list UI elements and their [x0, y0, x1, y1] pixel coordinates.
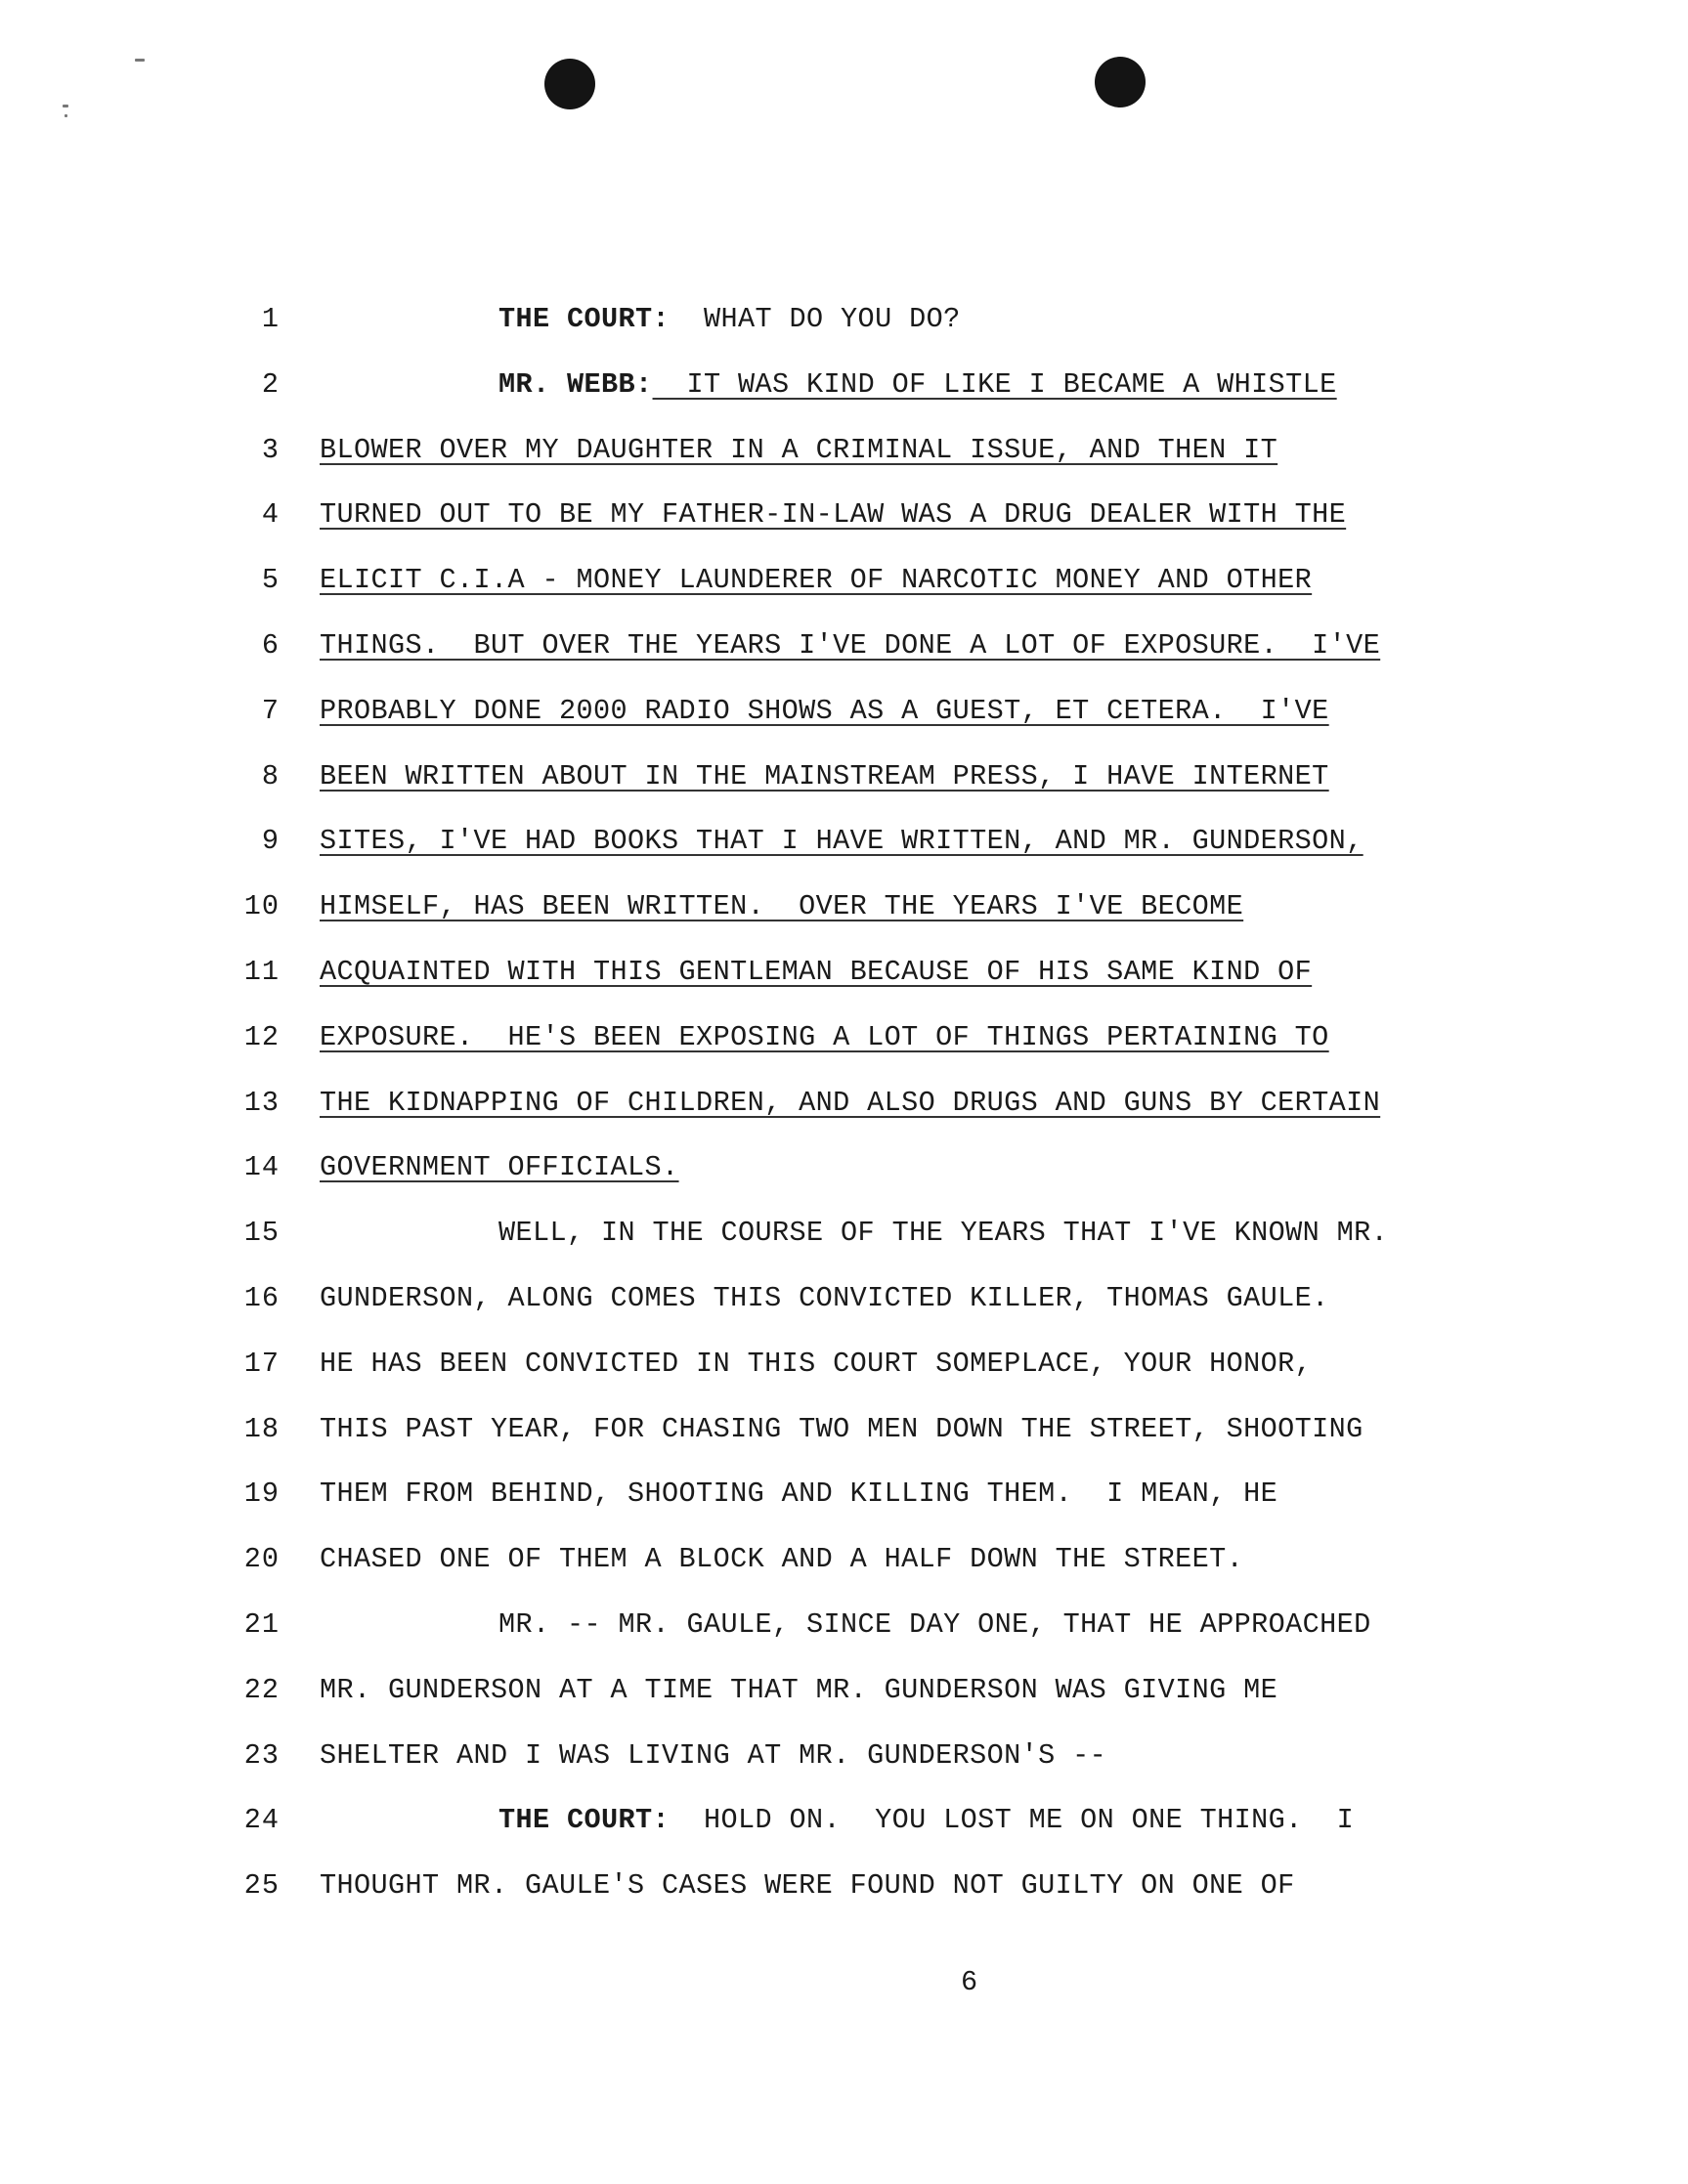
spoken-text: MR. -- MR. GAULE, SINCE DAY ONE, THAT HE APPROACHED [498, 1607, 1371, 1641]
scan-speck [65, 114, 67, 117]
spoken-text: SITES, I'VE HAD BOOKS THAT I HAVE WRITTEN, AND MR. GUNDERSON, [320, 825, 1363, 858]
transcript-line [0, 1079, 1688, 1144]
transcript-line [0, 882, 1688, 948]
transcript-line [0, 621, 1688, 687]
line-text [320, 1862, 1295, 1910]
speaker-label: THE COURT: [498, 1804, 671, 1837]
line-number: 10 [243, 890, 280, 923]
spoken-text: GUNDERSON, ALONG COMES THIS CONVICTED KILLER, THOMAS GAULE. [320, 1281, 1329, 1314]
scan-speck [135, 59, 145, 62]
transcript-line [0, 491, 1688, 556]
transcript-line [0, 1340, 1688, 1405]
line-text [320, 1535, 1243, 1584]
transcript-line [0, 1732, 1688, 1797]
line-number: 13 [243, 1086, 280, 1119]
line-text [320, 556, 1312, 605]
spoken-text: TURNED OUT TO BE MY FATHER-IN-LAW WAS A DRUG DEALER WITH THE [320, 498, 1347, 532]
transcript-line [0, 1013, 1688, 1079]
line-number: 8 [261, 759, 280, 792]
line-text [498, 1209, 1388, 1258]
line-text [320, 1666, 1277, 1715]
line-number: 3 [261, 433, 280, 466]
spoken-text: THEM FROM BEHIND, SHOOTING AND KILLING THEM. I MEAN, HE [320, 1477, 1278, 1511]
line-text [320, 1405, 1363, 1454]
line-text [320, 1470, 1277, 1519]
line-text [320, 752, 1329, 801]
spoken-text: ACQUAINTED WITH THIS GENTLEMAN BECAUSE OF HIS SAME KIND OF [320, 955, 1313, 988]
line-number: 21 [243, 1607, 280, 1641]
transcript-line [0, 948, 1688, 1013]
transcript-line [0, 1209, 1688, 1274]
transcript-line [0, 817, 1688, 882]
scan-speck [63, 105, 68, 107]
line-number: 9 [261, 825, 280, 858]
line-number: 16 [243, 1281, 280, 1314]
line-text [320, 621, 1380, 670]
line-number: 20 [243, 1543, 280, 1576]
spoken-text: WELL, IN THE COURSE OF THE YEARS THAT I'VE KNOWN MR. [498, 1217, 1389, 1250]
line-text [320, 1013, 1329, 1062]
spoken-text: HIMSELF, HAS BEEN WRITTEN. OVER THE YEARS I'VE BECOME [320, 890, 1244, 923]
line-number: 2 [261, 367, 280, 401]
spoken-text: BLOWER OVER MY DAUGHTER IN A CRIMINAL ISSUE, AND THEN IT [320, 433, 1278, 466]
line-text [320, 1143, 679, 1192]
transcript-lines [0, 295, 1688, 1927]
spoken-text: GOVERNMENT OFFICIALS. [320, 1151, 679, 1184]
line-text [320, 1079, 1380, 1128]
spoken-text: WHAT DO YOU DO? [670, 303, 961, 335]
transcript-line [0, 687, 1688, 752]
line-text [320, 817, 1363, 866]
spoken-text: EXPOSURE. HE'S BEEN EXPOSING A LOT OF THINGS PERTAINING TO [320, 1020, 1329, 1053]
line-text [320, 1732, 1106, 1780]
line-text [498, 1601, 1371, 1649]
line-number: 5 [261, 564, 280, 597]
line-text [320, 1340, 1312, 1389]
transcript-line [0, 556, 1688, 621]
page-number: 6 [960, 1966, 978, 1998]
line-text [320, 1274, 1329, 1323]
line-text [320, 882, 1243, 931]
line-number: 23 [243, 1738, 280, 1772]
spoken-text: ELICIT C.I.A - MONEY LAUNDERER OF NARCOTIC MONEY AND OTHER [320, 564, 1313, 597]
speaker-label: THE COURT: [498, 303, 671, 335]
line-text [498, 295, 961, 344]
line-text [320, 491, 1346, 539]
line-text [320, 687, 1329, 736]
transcript-line [0, 1405, 1688, 1471]
line-number: 6 [261, 628, 280, 662]
transcript-line [0, 1666, 1688, 1732]
line-number: 22 [243, 1673, 280, 1706]
line-number: 7 [261, 694, 280, 727]
transcript-line [0, 361, 1688, 426]
spoken-text: HOLD ON. YOU LOST ME ON ONE THING. I [670, 1804, 1355, 1837]
line-number: 4 [261, 498, 280, 532]
line-text [498, 1796, 1354, 1845]
transcript-line [0, 752, 1688, 818]
transcript-line [0, 1470, 1688, 1535]
transcript-line [0, 1796, 1688, 1862]
transcript-line [0, 1601, 1688, 1666]
spoken-text: THOUGHT MR. GAULE'S CASES WERE FOUND NOT GUILTY ON ONE OF [320, 1869, 1295, 1903]
punch-hole-left [544, 59, 595, 109]
line-text [320, 426, 1277, 475]
transcript-line [0, 295, 1688, 361]
line-number: 11 [243, 955, 280, 988]
spoken-text: CHASED ONE OF THEM A BLOCK AND A HALF DOWN THE STREET. [320, 1543, 1244, 1576]
line-number: 25 [243, 1869, 280, 1903]
spoken-text: BEEN WRITTEN ABOUT IN THE MAINSTREAM PRESS, I HAVE INTERNET [320, 759, 1329, 792]
spoken-text: SHELTER AND I WAS LIVING AT MR. GUNDERSON'S -- [320, 1738, 1107, 1772]
transcript-line [0, 426, 1688, 492]
line-number: 14 [243, 1151, 280, 1184]
line-number: 24 [243, 1804, 280, 1837]
line-number: 19 [243, 1477, 280, 1511]
spoken-text: MR. GUNDERSON AT A TIME THAT MR. GUNDERSON WAS GIVING ME [320, 1673, 1278, 1706]
punch-hole-right [1095, 57, 1146, 107]
spoken-text: THE KIDNAPPING OF CHILDREN, AND ALSO DRUGS AND GUNS BY CERTAIN [320, 1086, 1381, 1119]
transcript-line [0, 1143, 1688, 1209]
line-number: 18 [243, 1412, 280, 1445]
line-number: 17 [243, 1347, 280, 1380]
spoken-text: THINGS. BUT OVER THE YEARS I'VE DONE A LOT OF EXPOSURE. I'VE [320, 628, 1381, 662]
line-number: 1 [261, 303, 280, 335]
line-text [320, 948, 1312, 997]
line-number: 12 [243, 1020, 280, 1053]
transcript-line [0, 1274, 1688, 1340]
spoken-text: PROBABLY DONE 2000 RADIO SHOWS AS A GUEST, ET CETERA. I'VE [320, 694, 1329, 727]
speaker-label: MR. WEBB: [498, 367, 653, 401]
spoken-text: IT WAS KIND OF LIKE I BECAME A WHISTLE [652, 367, 1337, 401]
transcript-line [0, 1535, 1688, 1601]
spoken-text: HE HAS BEEN CONVICTED IN THIS COURT SOMEPLACE, YOUR HONOR, [320, 1347, 1313, 1380]
spoken-text: THIS PAST YEAR, FOR CHASING TWO MEN DOWN THE STREET, SHOOTING [320, 1412, 1363, 1445]
transcript-line [0, 1862, 1688, 1927]
line-text [498, 361, 1337, 409]
line-number: 15 [243, 1217, 280, 1250]
